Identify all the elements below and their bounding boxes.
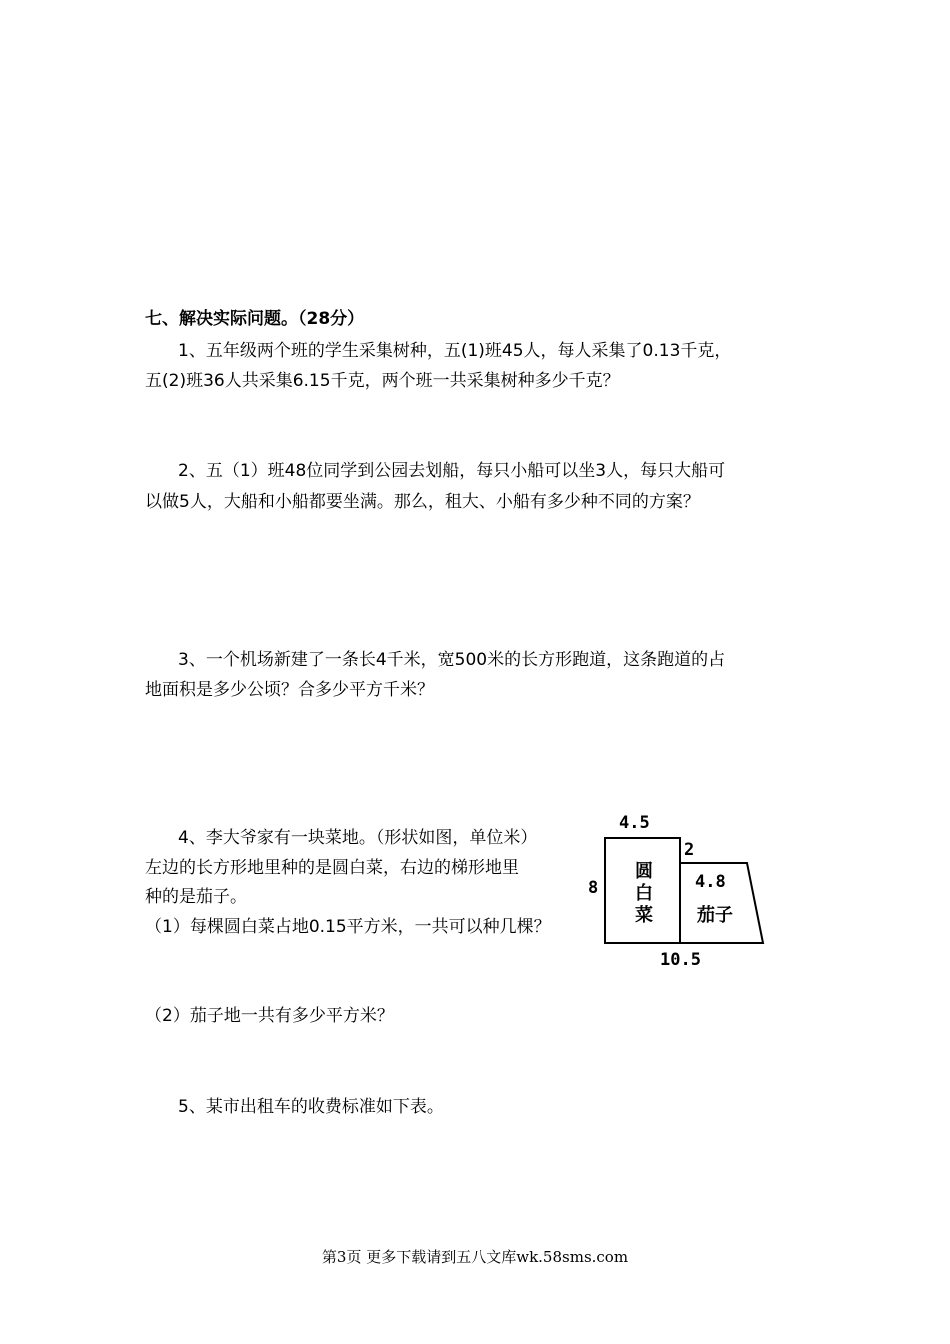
label-step: 2: [684, 840, 695, 860]
label-bottom-total: 10.5: [660, 950, 701, 970]
question-4-sub-1: （1）每棵圆白菜占地0.15平方米，一共可以种几棵？: [145, 917, 551, 937]
question-2-line-1: 2、五（1）班48位同学到公园去划船，每只小船可以坐3人，每只大船可: [178, 461, 726, 481]
garden-diagram: [585, 805, 785, 980]
question-4-line-1: 4、李大爷家有一块菜地。（形状如图，单位米）: [178, 828, 538, 848]
label-cabbage-3: 菜: [635, 905, 653, 926]
label-height-left: 8: [588, 878, 599, 898]
question-5-line-1: 5、某市出租车的收费标准如下表。: [178, 1097, 444, 1117]
question-1-line-1: 1、五年级两个班的学生采集树种，五(1)班45人，每人采集了0.13千克，: [178, 341, 732, 361]
garden-figure: [585, 805, 785, 980]
question-3-line-2: 地面积是多少公顷？合多少平方千米？: [145, 680, 434, 700]
label-trapezoid-top: 4.8: [695, 872, 726, 892]
question-2-line-2: 以做5人，大船和小船都要坐满。那么，租大、小船有多少种不同的方案？: [145, 492, 700, 512]
question-4-line-3: 种的是茄子。: [145, 887, 247, 907]
question-4-line-2: 左边的长方形地里种的是圆白菜，右边的梯形地里: [145, 858, 519, 878]
page-footer: 第3页 更多下载请到五八文库wk.58sms.com: [321, 1248, 629, 1266]
label-cabbage-1: 圆: [635, 861, 653, 882]
question-3-line-1: 3、一个机场新建了一条长4千米，宽500米的长方形跑道，这条跑道的占: [178, 650, 726, 670]
section-title: 七、解决实际问题。（28分）: [145, 309, 365, 329]
label-cabbage-2: 白: [635, 883, 653, 904]
question-1-line-2: 五(2)班36人共采集6.15千克，两个班一共采集树种多少千克？: [145, 371, 620, 391]
label-eggplant: 茄子: [697, 905, 733, 926]
label-top-width: 4.5: [619, 813, 650, 833]
question-4-sub-2: （2）茄子地一共有多少平方米？: [145, 1006, 394, 1026]
